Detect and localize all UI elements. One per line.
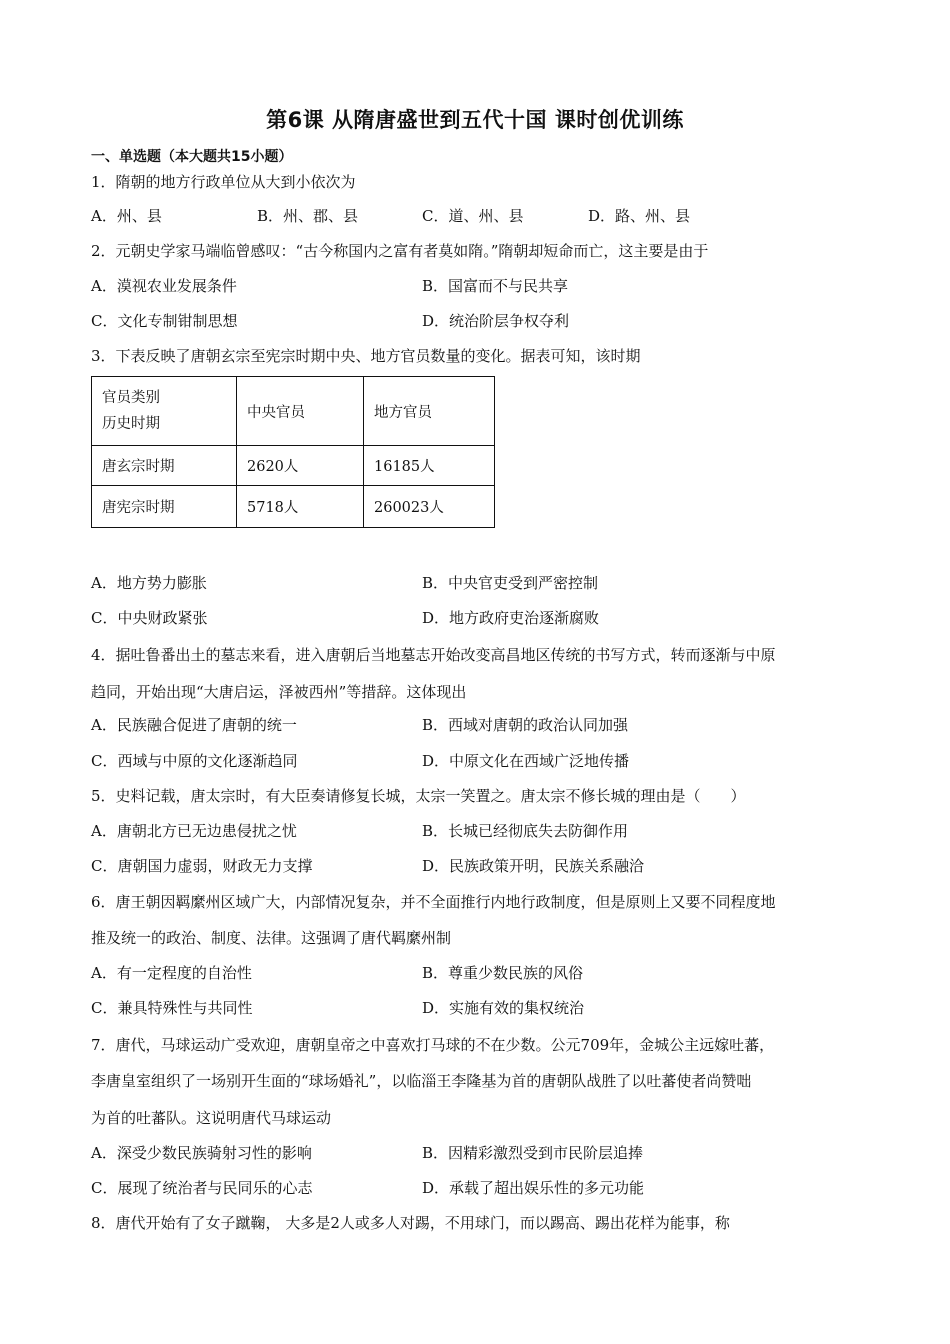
q1-option-b: B．州、郡、县 <box>257 207 359 225</box>
q5-option-c: C．唐朝国力虚弱，财政无力支撑 <box>91 857 313 875</box>
row-local-count: 260023人 <box>364 486 495 528</box>
q4-option-d: D．中原文化在西域广泛地传播 <box>422 752 630 770</box>
question-8-stem: 8．唐代开始有了女子蹴鞠， 大多是2人或多人对踢，不用球门，而以踢高、踢出花样为能事，称 <box>91 1214 730 1232</box>
q6-option-b: B．尊重少数民族的风俗 <box>422 964 584 982</box>
q3-option-b: B．中央官吏受到严密控制 <box>422 574 599 592</box>
question-7-stem-line-3: 为首的吐蕃队。这说明唐代马球运动 <box>91 1109 332 1127</box>
table-corner-header <box>92 377 237 446</box>
row-period: 唐玄宗时期 <box>92 446 237 486</box>
question-1-stem: 1．隋朝的地方行政单位从大到小依次为 <box>91 173 356 191</box>
question-3-stem: 3．下表反映了唐朝玄宗至宪宗时期中央、地方官员数量的变化。据表可知，该时期 <box>91 347 641 365</box>
question-6-stem-line-2: 推及统一的政治、制度、法律。这强调了唐代羁縻州制 <box>91 929 452 947</box>
table-row <box>92 486 495 528</box>
q3-option-d: D．地方政府吏治逐渐腐败 <box>422 609 600 627</box>
page-title: 第6课 从隋唐盛世到五代十国 课时创优训练 <box>266 108 684 132</box>
row-local-count: 16185人 <box>364 446 495 486</box>
q6-option-d: D．实施有效的集权统治 <box>422 999 585 1017</box>
table-header-row <box>92 377 495 446</box>
q2-option-a: A．漠视农业发展条件 <box>91 277 237 295</box>
header-period-label: 历史时期 <box>102 416 160 432</box>
q3-option-c: C．中央财政紧张 <box>91 609 208 627</box>
section-heading: 一、单选题（本大题共15小题） <box>91 149 293 165</box>
q6-option-a: A．有一定程度的自治性 <box>91 964 252 982</box>
q1-option-a: A．州、县 <box>91 207 162 225</box>
question-6-stem-line-1: 6．唐王朝因羁縻州区域广大，内部情况复杂，并不全面推行内地行政制度，但是原则上又要不同程度地 <box>91 893 776 911</box>
q4-option-b: B．西域对唐朝的政治认同加强 <box>422 716 629 734</box>
q2-option-c: C．文化专制钳制思想 <box>91 312 238 330</box>
q1-option-d: D．路、州、县 <box>588 207 691 225</box>
q5-option-a: A．唐朝北方已无边患侵扰之忧 <box>91 822 297 840</box>
q4-option-a: A．民族融合促进了唐朝的统一 <box>91 716 297 734</box>
row-central-count: 2620人 <box>237 446 364 486</box>
q3-option-a: A．地方势力膨胀 <box>91 574 207 592</box>
question-5-stem: 5．史料记载，唐太宗时，有大臣奏请修复长城，太宗一笑置之。唐太宗不修长城的理由是（ ） <box>91 787 746 805</box>
row-period: 唐宪宗时期 <box>92 486 237 528</box>
q7-option-b: B．因精彩激烈受到市民阶层追捧 <box>422 1144 644 1162</box>
header-category-label: 官员类别 <box>102 390 160 406</box>
q5-option-b: B．长城已经彻底失去防御作用 <box>422 822 629 840</box>
q7-option-d: D．承载了超出娱乐性的多元功能 <box>422 1179 645 1197</box>
question-4-stem-line-1: 4．据吐鲁番出土的墓志来看，进入唐朝后当地墓志开始改变高昌地区传统的书写方式，转而逐渐与中原 <box>91 646 776 664</box>
q5-option-d: D．民族政策开明，民族关系融洽 <box>422 857 645 875</box>
official-count-table <box>91 376 495 528</box>
q2-option-d: D．统治阶层争权夺利 <box>422 312 570 330</box>
q2-option-b: B．国富而不与民共享 <box>422 277 569 295</box>
question-4-stem-line-2: 趋同，开始出现“大唐启运，泽被西州”等措辞。这体现出 <box>91 683 467 701</box>
q7-option-a: A．深受少数民族骑射习性的影响 <box>91 1144 312 1162</box>
question-7-stem-line-1: 7．唐代，马球运动广受欢迎，唐朝皇帝之中喜欢打马球的不在少数。公元709年，金城公主远嫁吐蕃， <box>91 1036 775 1054</box>
question-2-stem: 2．元朝史学家马端临曾感叹：“古今称国内之富有者莫如隋。”隋朝却短命而亡，这主要是由于 <box>91 242 709 260</box>
question-7-stem-line-2: 李唐皇室组织了一场别开生面的“球场婚礼”，以临淄王李隆基为首的唐朝队战胜了以吐蕃使者尚赞咄 <box>91 1072 752 1090</box>
header-local-officials: 地方官员 <box>364 377 495 446</box>
table-row <box>92 446 495 486</box>
q6-option-c: C．兼具特殊性与共同性 <box>91 999 253 1017</box>
q1-option-c: C．道、州、县 <box>422 207 524 225</box>
row-central-count: 5718人 <box>237 486 364 528</box>
header-central-officials: 中央官员 <box>237 377 364 446</box>
q7-option-c: C．展现了统治者与民同乐的心志 <box>91 1179 313 1197</box>
q4-option-c: C．西域与中原的文化逐渐趋同 <box>91 752 298 770</box>
